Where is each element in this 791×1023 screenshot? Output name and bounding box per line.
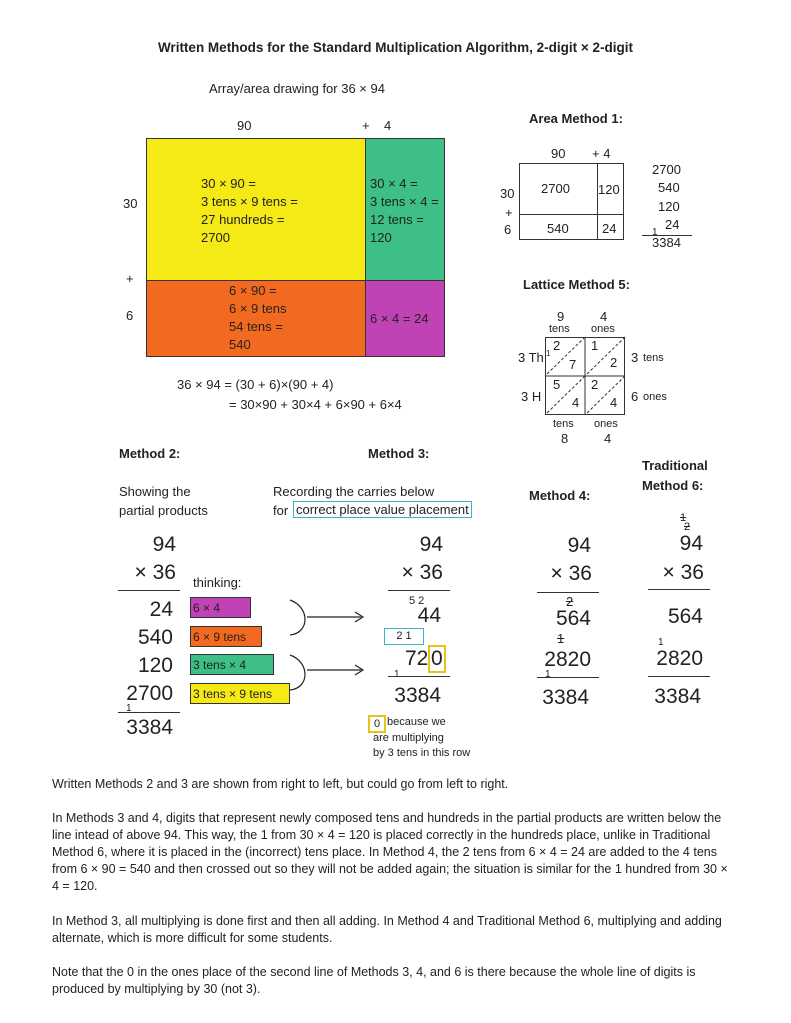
array-cell-yellow	[146, 138, 366, 281]
lattice-left-3th: 3 Th	[518, 350, 544, 365]
method4-mult: × 36	[550, 562, 592, 585]
area-cell-24: 24	[602, 221, 617, 236]
lattice-top-unit-ones: ones	[591, 323, 615, 335]
method4-line-1	[537, 592, 599, 593]
method2-thinking: thinking:	[193, 575, 242, 590]
method4-line-2	[537, 677, 599, 678]
area-sum-540: 540	[658, 180, 680, 195]
area-cell-120: 120	[598, 182, 620, 197]
method4-heading: Method 4:	[529, 488, 591, 503]
method3-note-zero: 0	[368, 715, 386, 733]
lattice-cell-bottom-1: 7	[569, 357, 577, 372]
lattice-cell-bottom-3: 4	[572, 395, 580, 410]
array-left-label-6: 6	[126, 308, 134, 323]
method3-desc-line1: Recording the carries below	[273, 484, 435, 499]
paragraph-4: Note that the 0 in the ones place of the second line of Methods 3, 4, and 6 is there because the whole line of digits is produced by multiplying by 30 (not 3).	[52, 965, 696, 996]
area-cell-540: 540	[547, 221, 569, 236]
lattice-cell-bottom-4: 4	[610, 395, 618, 410]
array-left-label-plus: +	[126, 271, 134, 286]
method3-total: 3384	[394, 684, 441, 707]
area-left-30: 30	[500, 186, 515, 201]
method2-tag-6x4: 6 × 4	[190, 597, 251, 618]
area-sum-total: 3384	[652, 235, 681, 250]
array-equation-line-1: 36 × 94 = (30 + 6)×(90 + 4)	[177, 377, 334, 392]
method6-heading-line1: Traditional	[642, 458, 708, 473]
method2-tag-6x9tens: 6 × 9 tens	[190, 626, 262, 647]
method4-top: 94	[567, 534, 591, 557]
area-left-plus: +	[505, 205, 513, 220]
method2-partial-1: 24	[149, 598, 173, 621]
area-grid-hline	[519, 214, 624, 215]
lattice-bottom-unit-tens: tens	[553, 418, 574, 430]
array-cell-green	[365, 138, 445, 281]
method2-line-1	[118, 590, 180, 591]
method6-carry-2: 2	[684, 521, 691, 533]
lattice-right-unit-ones: ones	[643, 391, 667, 403]
array-cell-yellow-text: 30 × 90 = 3 tens × 9 tens = 27 hundreds = 2700	[201, 176, 298, 245]
method3-desc-prefix: for	[273, 503, 289, 518]
paragraph-3: In Method 3, all multiplying is done first and then all adding. In Method 4 and Traditional Method 6, multiplying and adding alternate, which is more difficult for some students.	[52, 914, 722, 945]
array-equation-line-2: = 30×90 + 30×4 + 6×90 + 6×4	[229, 397, 402, 412]
method6-heading-line2: Method 6:	[642, 478, 704, 493]
method3-line2-main: 72	[405, 647, 429, 670]
lattice-top-4: 4	[600, 309, 608, 324]
area-sum-24: 24	[665, 217, 680, 232]
method-arrows	[285, 595, 370, 695]
array-top-label-plus: +	[362, 118, 370, 133]
method2-tag-3tensx9tens: 3 tens × 9 tens	[190, 683, 290, 704]
method3-note-line1: because we	[387, 716, 446, 728]
area-left-6: 6	[504, 222, 512, 237]
method2-heading: Method 2:	[119, 446, 181, 461]
method2-tag-3tensx4: 3 tens × 4	[190, 654, 274, 675]
method2-mult: × 36	[134, 561, 176, 584]
method4-carry-mid: 1	[557, 631, 565, 646]
lattice-right-6: 6	[631, 389, 639, 404]
area-grid-vline	[597, 163, 598, 240]
lattice-cell-top-4: 2	[591, 377, 599, 392]
array-left-label-30: 30	[123, 196, 138, 211]
method3-note-line3: by 3 tens in this row	[373, 747, 471, 759]
page-title: Written Methods for the Standard Multiplication Algorithm, 2-digit × 2-digit	[157, 40, 634, 55]
method6-total: 3384	[654, 685, 701, 708]
method2-desc-line2: partial products	[119, 503, 208, 518]
lattice-bottom-unit-ones: ones	[594, 418, 618, 430]
area-sum-2700: 2700	[652, 162, 681, 177]
area-top-plus4: + 4	[592, 146, 611, 161]
method6-carry-mid: 1	[658, 637, 664, 648]
lattice-right-3: 3	[631, 350, 639, 365]
array-cell-purple	[365, 280, 445, 357]
method3-line-1	[388, 590, 450, 591]
lattice-cell-top-2: 1	[591, 338, 599, 353]
lattice-heading: Lattice Method 5:	[523, 277, 630, 292]
method6-carry-1: 1	[680, 512, 687, 524]
method3-top: 94	[419, 533, 443, 556]
method6-mult: × 36	[662, 561, 704, 584]
method3-line2-zero: 0	[428, 645, 446, 673]
array-cell-orange-text: 6 × 90 = 6 × 9 tens 54 tens = 540	[229, 283, 287, 352]
method3-carry-top: 5 2	[409, 595, 425, 607]
lattice-carry: 1	[546, 349, 551, 358]
method2-line-2	[118, 712, 180, 713]
area-cell-2700: 2700	[541, 181, 570, 196]
array-top-label-4: 4	[384, 118, 392, 133]
paragraph-1: Written Methods 2 and 3 are shown from right to left, but could go from left to right.	[52, 777, 509, 791]
method6-line-2	[648, 676, 710, 677]
method6-line2: 2820	[656, 647, 703, 670]
method2-top: 94	[152, 533, 176, 556]
method4-carry-top: 2	[566, 594, 574, 609]
method3-carry-bottom: 1	[394, 669, 400, 680]
method6-line1: 564	[667, 605, 703, 628]
area-top-90: 90	[551, 146, 566, 161]
area-sum-carry: 1	[652, 227, 658, 238]
array-cell-purple-text: 6 × 4 = 24	[370, 311, 429, 326]
method4-line2: 2820	[544, 648, 591, 671]
method4-carry-bottom: 1	[545, 669, 551, 680]
lattice-top-unit-tens: tens	[549, 323, 570, 335]
lattice-cell-bottom-2: 2	[610, 355, 618, 370]
area-method-heading: Area Method 1:	[529, 111, 623, 126]
lattice-cell-top-3: 5	[553, 377, 561, 392]
area-sum-120: 120	[658, 199, 680, 214]
method3-desc-boxed: correct place value placement	[293, 501, 472, 518]
method6-line-1	[648, 589, 710, 590]
method2-partial-4: 2700	[126, 682, 173, 705]
paragraph-2: In Methods 3 and 4, digits that represent newly composed tens and hundreds in the partial products are written below the line intead of above 94. This way, the 1 from 30 × 4 = 120 is placed correctly in the hundreds place, unlike in Traditional Method 6, where it is placed in the (incorrect) tens place. In Method 4, the 2 tens from 6 × 4 = 24 are added to the 4 tens from 6 × 90 = 540 and then crossed out so they will not be added again; the situation is similar for the 1 hundred from 30 × 4 = 120.	[52, 811, 728, 893]
method2-partial-3: 120	[137, 654, 173, 677]
method2-partial-2: 540	[137, 626, 173, 649]
method4-line1: 564	[555, 607, 591, 630]
lattice-top-9: 9	[557, 309, 565, 324]
method3-note-line2: are multiplying	[373, 732, 444, 744]
method2-desc-line1: Showing the	[119, 484, 191, 499]
array-cell-green-text: 30 × 4 = 3 tens × 4 = 12 tens = 120	[370, 176, 439, 245]
method4-total: 3384	[542, 686, 589, 709]
lattice-left-3h: 3 H	[521, 389, 542, 404]
method3-heading: Method 3:	[368, 446, 430, 461]
array-top-label-90: 90	[237, 118, 252, 133]
lattice-cell-top-1: 2	[553, 338, 561, 353]
lattice-bottom-4: 4	[604, 431, 612, 446]
method3-line1: 44	[417, 604, 441, 627]
method2-carry: 1	[126, 703, 132, 714]
array-caption: Array/area drawing for 36 × 94	[209, 81, 385, 96]
array-cell-orange	[146, 280, 366, 357]
method3-line-2	[388, 676, 450, 677]
method2-total: 3384	[126, 716, 173, 739]
lattice-right-unit-tens: tens	[643, 352, 664, 364]
method6-top: 94	[679, 532, 703, 555]
method3-mult: × 36	[401, 561, 443, 584]
method3-carry-box: 2 1	[384, 628, 424, 645]
lattice-bottom-8: 8	[561, 431, 569, 446]
